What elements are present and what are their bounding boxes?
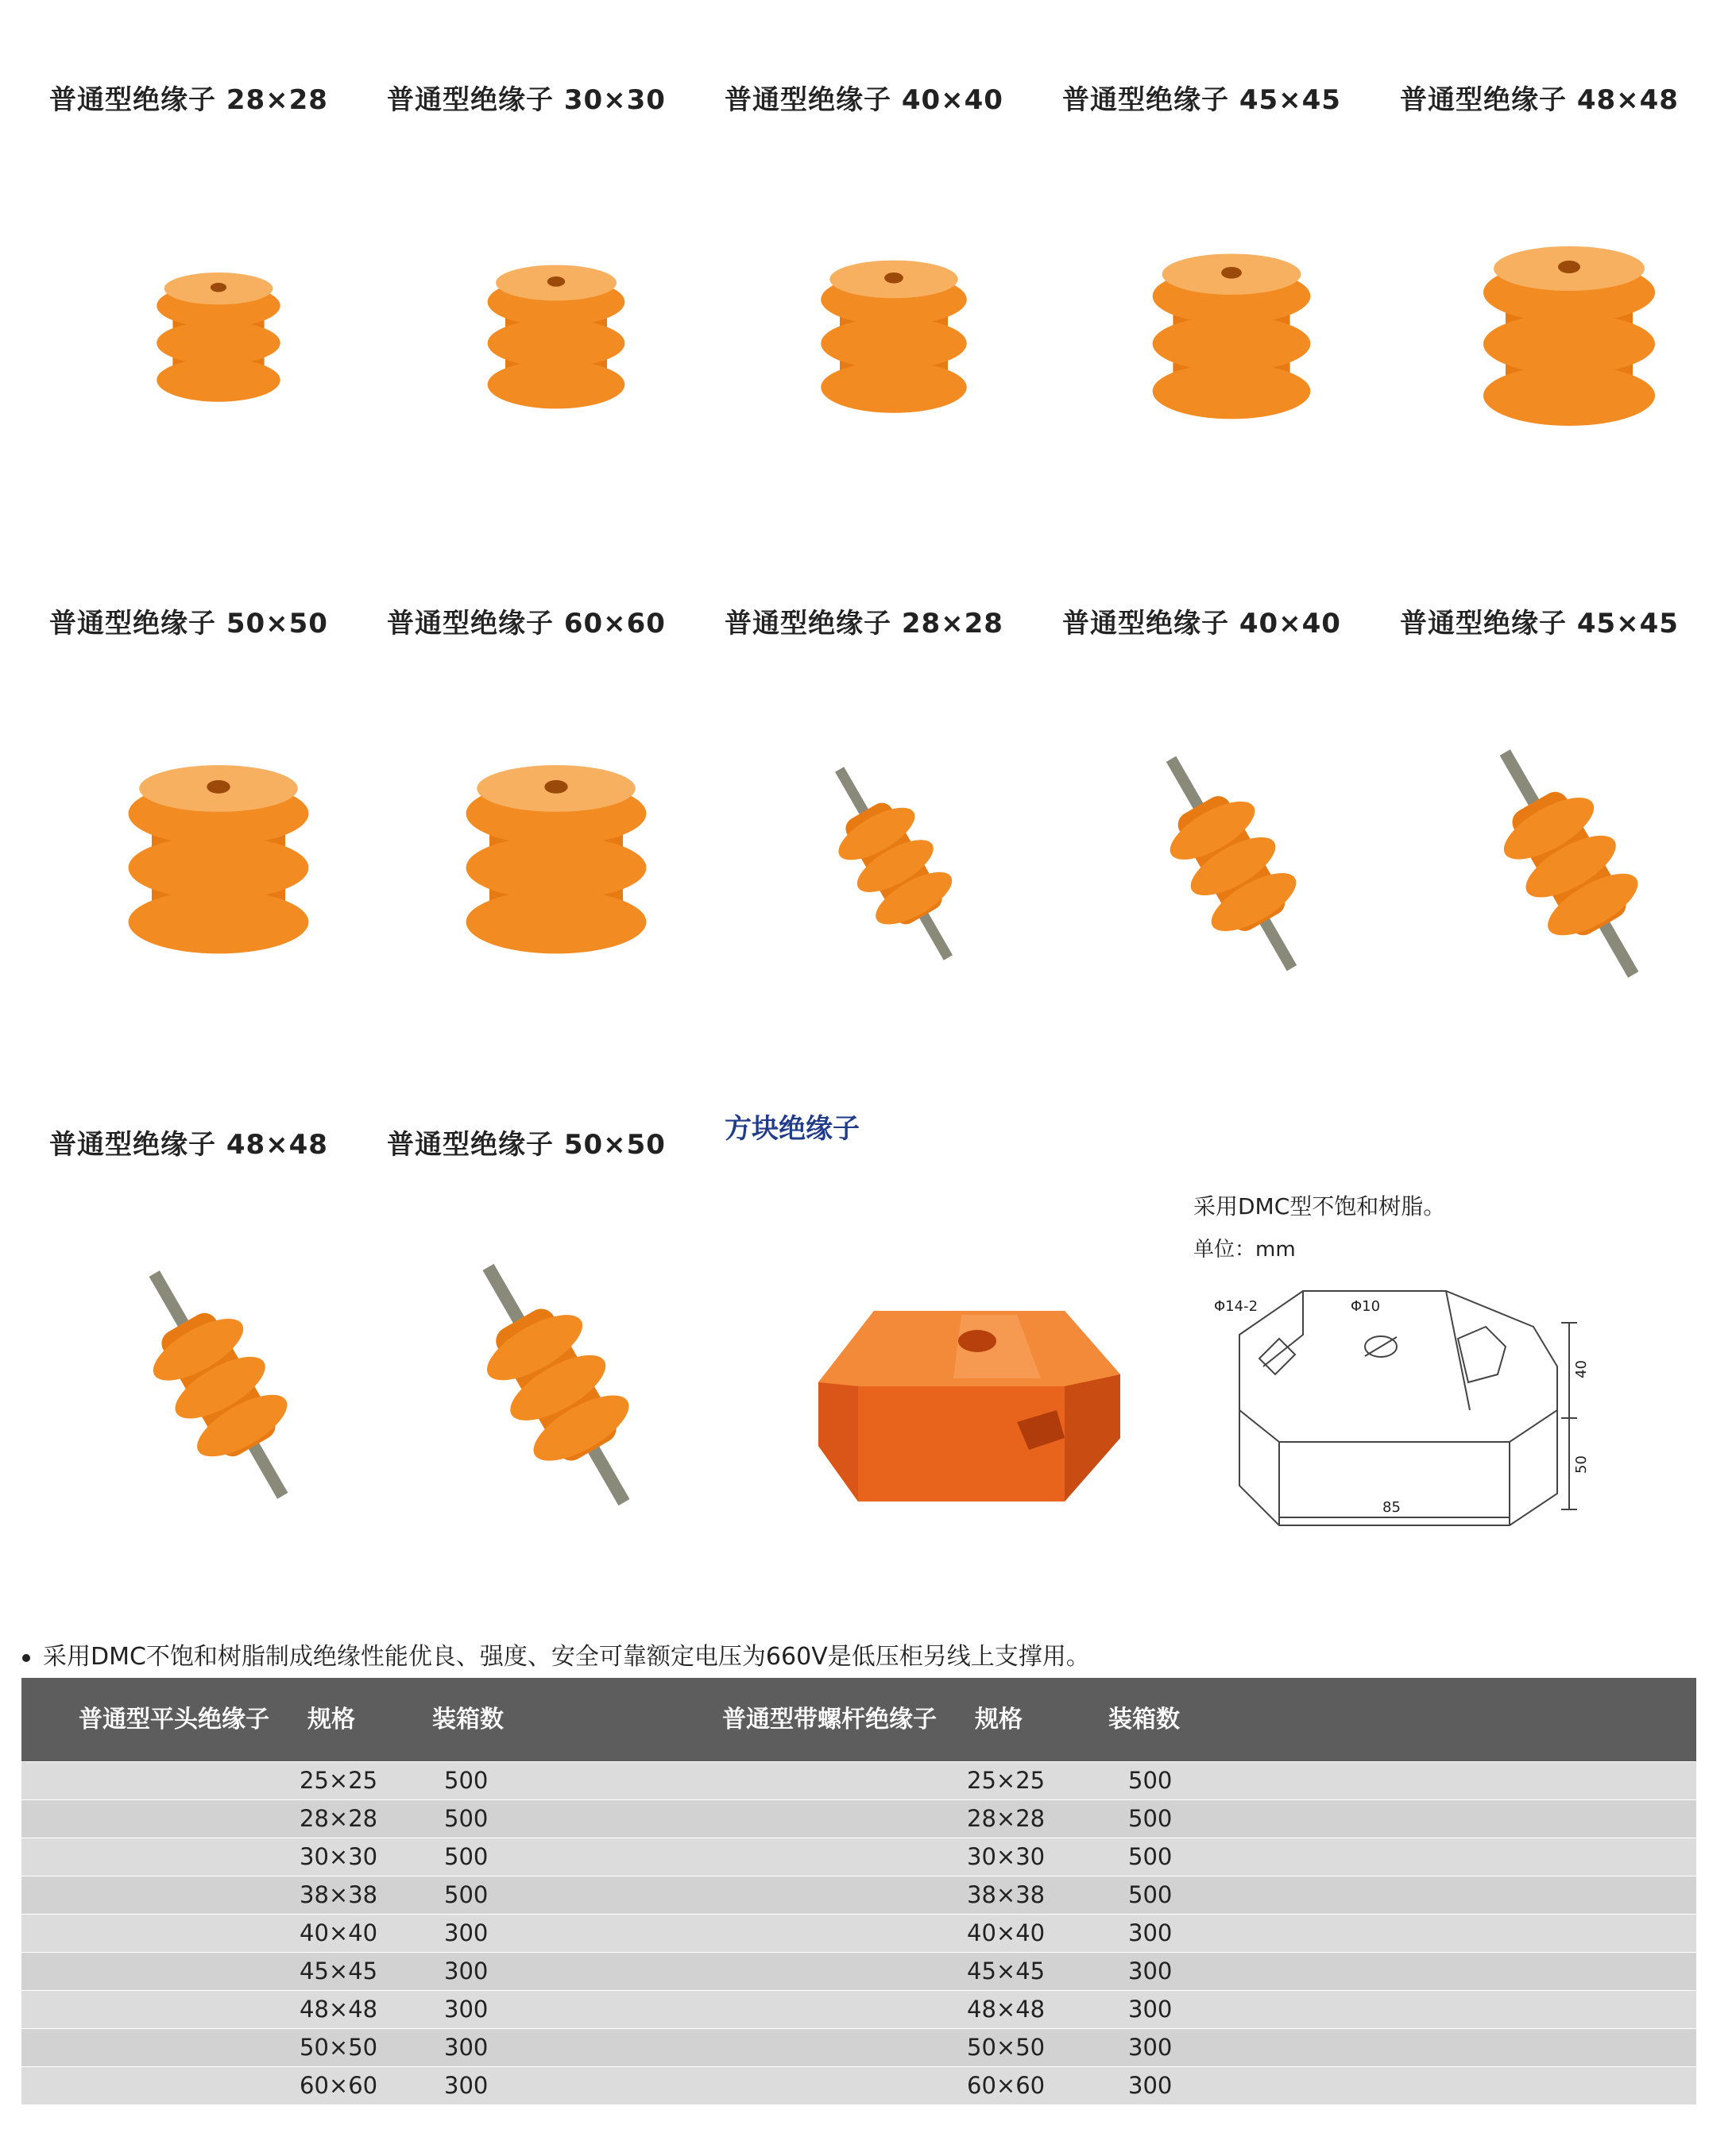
cell-flat-qty: 300	[444, 1919, 489, 1946]
product-card	[1400, 78, 1736, 523]
cell-bolt-size: 28×28	[967, 1805, 1046, 1832]
cell-flat-qty: 500	[444, 1805, 489, 1832]
cell-bolt-qty: 300	[1128, 1919, 1173, 1946]
dim-height-40: 40	[1573, 1360, 1590, 1378]
insulator-image	[49, 1218, 388, 1552]
cell-bolt-size: 60×60	[967, 2072, 1046, 2099]
product-label: 普通型绝缘子 48×48	[49, 1129, 328, 1161]
cell-flat-size: 45×45	[300, 1958, 378, 1985]
insulator-image	[725, 697, 1063, 1030]
cell-bolt-qty: 300	[1128, 1996, 1173, 2023]
cell-flat-qty: 300	[444, 2072, 489, 2099]
insulator-image	[1400, 697, 1736, 1030]
material-description	[22, 1637, 1090, 1672]
header-bolt-qty: 装箱数	[1108, 1706, 1180, 1733]
header-flat-type: 普通型平头绝缘子	[79, 1706, 269, 1733]
block-dimension-drawing	[1192, 1271, 1605, 1533]
header-flat-qty: 装箱数	[432, 1706, 504, 1733]
header-bolt-size: 规格	[975, 1706, 1023, 1733]
table-row	[21, 1914, 1696, 1952]
insulator-image	[1062, 173, 1401, 507]
cell-flat-qty: 500	[444, 1843, 489, 1870]
cell-flat-qty: 300	[444, 2034, 489, 2061]
product-card	[49, 78, 388, 523]
table-row	[21, 1990, 1696, 2028]
insulator-image	[387, 697, 725, 1030]
insulator-image	[1062, 697, 1401, 1030]
header-bolt-type: 普通型带螺杆绝缘子	[722, 1706, 937, 1733]
cell-bolt-qty: 300	[1128, 2034, 1173, 2061]
insulator-image	[49, 173, 388, 507]
product-card	[387, 78, 725, 523]
product-card	[725, 78, 1063, 523]
product-card	[1400, 601, 1736, 1046]
insulator-image	[387, 1218, 725, 1552]
cell-flat-size: 30×30	[300, 1843, 378, 1870]
spec-table	[21, 1678, 1696, 2104]
cell-flat-size: 28×28	[300, 1805, 378, 1832]
cell-flat-qty: 300	[444, 1958, 489, 1985]
cell-flat-size: 38×38	[300, 1881, 378, 1908]
table-row	[21, 2028, 1696, 2066]
header-flat-size: 规格	[307, 1706, 355, 1733]
cell-flat-qty: 300	[444, 1996, 489, 2023]
product-label: 普通型绝缘子 50×50	[49, 608, 328, 640]
cell-flat-size: 60×60	[300, 2072, 378, 2099]
cell-bolt-size: 48×48	[967, 1996, 1046, 2023]
dim-height-50: 50	[1573, 1455, 1590, 1474]
insulator-image	[1400, 173, 1736, 507]
product-card	[387, 601, 725, 1046]
block-unit-label: 单位：mm	[1193, 1238, 1296, 1262]
cell-bolt-qty: 300	[1128, 1958, 1173, 1985]
cell-flat-size: 48×48	[300, 1996, 378, 2023]
cell-bolt-size: 50×50	[967, 2034, 1046, 2061]
insulator-image	[387, 173, 725, 507]
block-insulator-image	[802, 1239, 1144, 1525]
product-card	[49, 1123, 388, 1567]
table-row	[21, 1799, 1696, 1838]
spec-table-body	[21, 1761, 1696, 2104]
cell-flat-qty: 500	[444, 1767, 489, 1794]
product-label: 普通型绝缘子 60×60	[387, 608, 666, 640]
product-label: 普通型绝缘子 40×40	[1062, 608, 1341, 640]
cell-flat-size: 50×50	[300, 2034, 378, 2061]
product-label: 普通型绝缘子 50×50	[387, 1129, 666, 1161]
cell-bolt-size: 30×30	[967, 1843, 1046, 1870]
block-insulator-title: 方块绝缘子	[725, 1113, 860, 1145]
table-row	[21, 2066, 1696, 2104]
insulator-image	[725, 173, 1063, 507]
cell-bolt-qty: 500	[1128, 1805, 1173, 1832]
dim-hole-14: Φ14-2	[1214, 1298, 1259, 1315]
dim-width-85: 85	[1382, 1499, 1401, 1516]
table-row	[21, 1761, 1696, 1799]
block-material-note: 采用DMC型不饱和树脂。	[1193, 1193, 1446, 1219]
cell-flat-size: 40×40	[300, 1919, 378, 1946]
cell-bolt-qty: 300	[1128, 2072, 1173, 2099]
product-label: 普通型绝缘子 30×30	[387, 84, 666, 116]
product-label: 普通型绝缘子 28×28	[49, 84, 328, 116]
product-card	[1062, 601, 1401, 1046]
cell-flat-size: 25×25	[300, 1767, 378, 1794]
product-card	[725, 601, 1063, 1046]
insulator-image	[49, 697, 388, 1030]
product-card	[387, 1123, 725, 1567]
table-row	[21, 1952, 1696, 1990]
product-label: 普通型绝缘子 45×45	[1400, 608, 1679, 640]
cell-bolt-qty: 500	[1128, 1767, 1173, 1794]
spec-table-header	[21, 1678, 1696, 1761]
cell-bolt-size: 45×45	[967, 1958, 1046, 1985]
product-label: 普通型绝缘子 28×28	[725, 608, 1003, 640]
table-row	[21, 1838, 1696, 1876]
cell-flat-qty: 500	[444, 1881, 489, 1908]
bullet-icon	[22, 1654, 30, 1662]
dim-hole-10: Φ10	[1351, 1298, 1381, 1315]
product-label: 普通型绝缘子 40×40	[725, 84, 1003, 116]
product-card	[1062, 78, 1401, 523]
cell-bolt-qty: 500	[1128, 1881, 1173, 1908]
material-description-text: 采用DMC不饱和树脂制成绝缘性能优良、强度、安全可靠额定电压为660V是低压柜另线上支撑用。	[43, 1643, 1090, 1671]
product-label: 普通型绝缘子 45×45	[1062, 84, 1341, 116]
product-card	[49, 601, 388, 1046]
cell-bolt-size: 38×38	[967, 1881, 1046, 1908]
cell-bolt-qty: 500	[1128, 1843, 1173, 1870]
table-row	[21, 1876, 1696, 1914]
product-label: 普通型绝缘子 48×48	[1400, 84, 1679, 116]
cell-bolt-size: 40×40	[967, 1919, 1046, 1946]
cell-bolt-size: 25×25	[967, 1767, 1046, 1794]
